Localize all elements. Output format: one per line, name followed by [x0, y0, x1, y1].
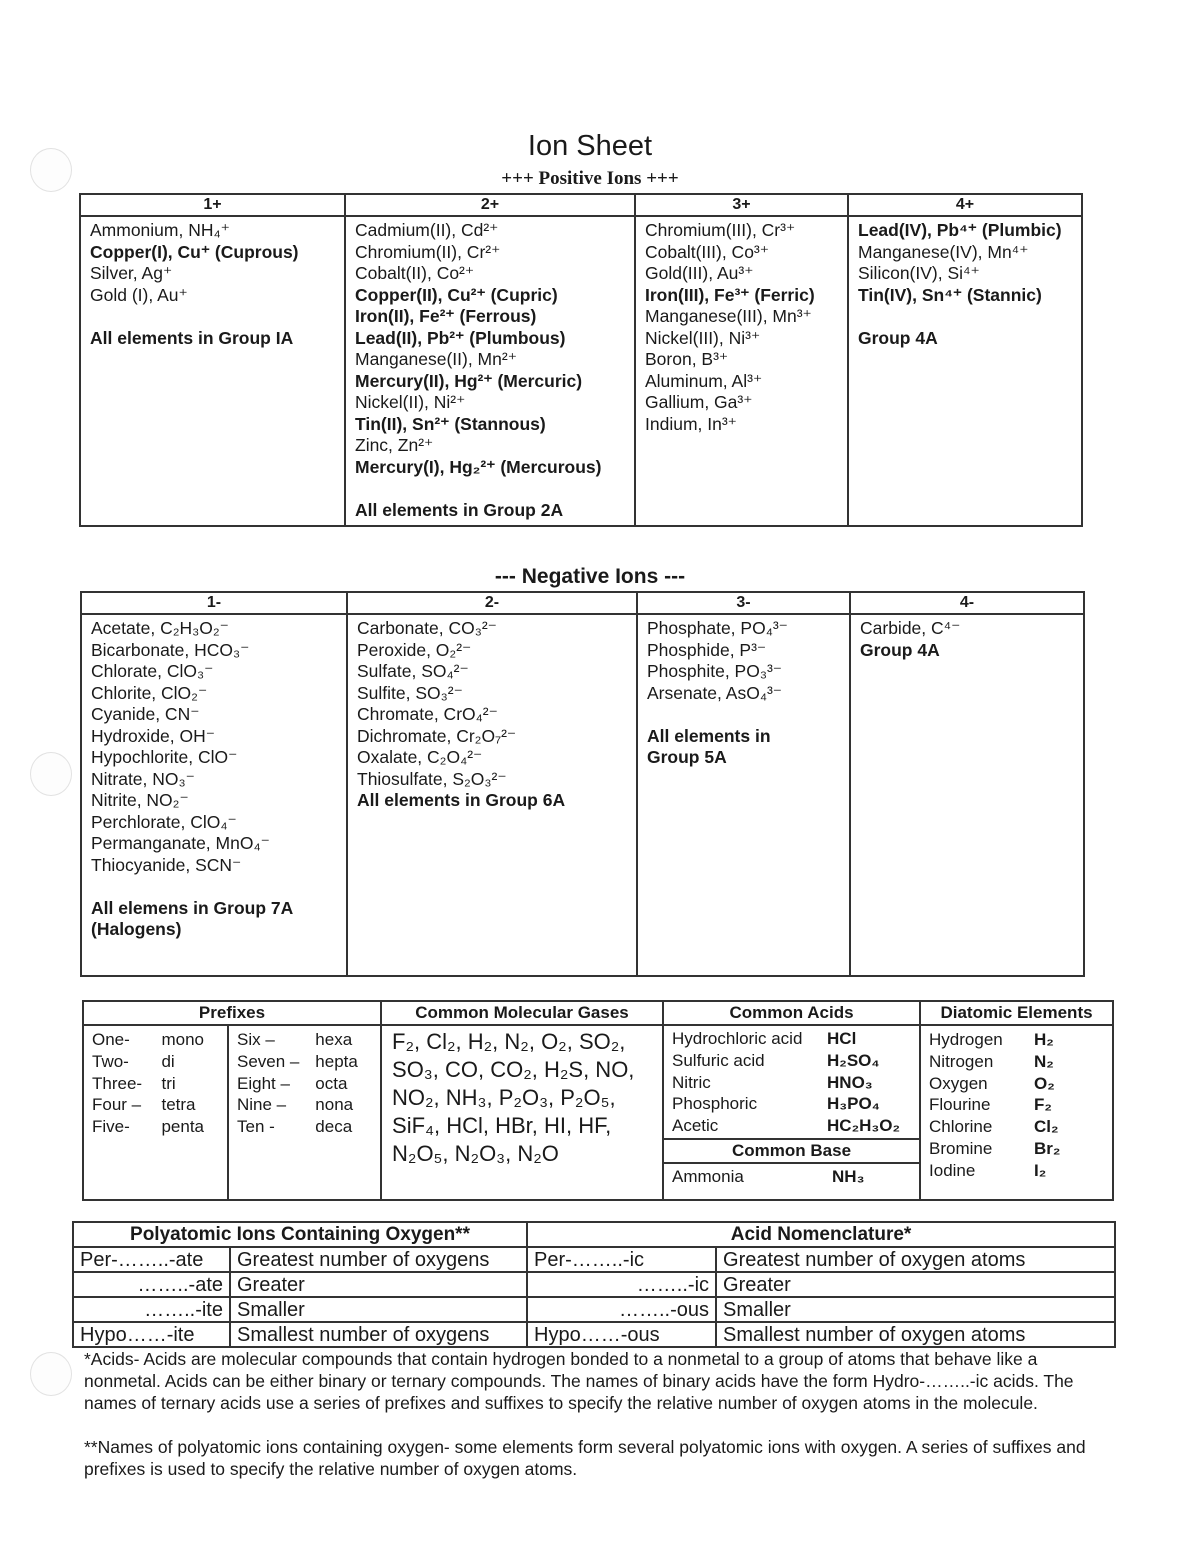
diatomic-row-cell: Flourine [929, 1095, 991, 1115]
prefix-row-cell: penta [161, 1117, 205, 1137]
ion-entry: Nitrate, NO₃⁻ [91, 768, 195, 789]
acid-row [672, 1093, 911, 1115]
prefix-row-cell: hepta [315, 1051, 358, 1071]
ion-entry: All elements in Group 2A [355, 499, 564, 520]
ion-entry: All elements in Group 6A [357, 790, 566, 810]
diatomic-row-cell: I₂ [1034, 1160, 1047, 1180]
prefix-row [237, 1029, 374, 1051]
diatomic-row-cell: Bromine [929, 1138, 993, 1158]
acid-row [672, 1050, 911, 1072]
nomenclature-cell: Per-……..-ic [527, 1247, 716, 1272]
ion-entry: Chromium(II), Cr²⁺ [355, 241, 501, 262]
prefix-row-cell: Two- [92, 1051, 129, 1071]
nomenclature-cell: Smallest number of oxygens [230, 1322, 527, 1347]
diatomic-row [929, 1029, 1106, 1051]
positive-col-4plus [848, 216, 1082, 526]
ion-entry: Boron, B³⁺ [645, 349, 729, 369]
nomenclature-cell: ……..-ate [73, 1272, 230, 1297]
reference-tables [82, 1000, 1114, 1201]
prefix-row [92, 1073, 221, 1095]
positive-col-1plus [80, 216, 345, 526]
ion-entry: Mercury(II), Hg²⁺ (Mercuric) [355, 370, 583, 391]
negative-col-4minus [850, 614, 1084, 976]
nomenclature-cell: Hypo……-ous [527, 1322, 716, 1347]
prefix-row-cell: Six – [237, 1030, 275, 1049]
diatomic-row-cell: H₂ [1034, 1030, 1054, 1049]
acid-row [672, 1115, 911, 1137]
prefix-row-cell: tetra [161, 1095, 196, 1115]
ion-entry [355, 478, 626, 500]
prefix-row [92, 1094, 221, 1116]
positive-col-3plus [635, 216, 848, 526]
header-4minus: 4- [850, 592, 1084, 614]
ion-entry: Indium, In³⁺ [645, 413, 737, 434]
acid-row-cell: HC₂H₃O₂ [827, 1116, 901, 1136]
ion-entry: Perchlorate, ClO₄⁻ [91, 811, 237, 832]
ion-entry: Thiosulfate, S₂O₃²⁻ [357, 768, 507, 789]
prefix-row-cell: One- [92, 1030, 130, 1049]
ion-entry: Aluminum, Al³⁺ [645, 370, 763, 391]
nomenclature-cell: Per-……..-ate [73, 1247, 230, 1272]
diatomic-row-cell: Br₂ [1034, 1138, 1061, 1158]
ion-entry: Gallium, Ga³⁺ [645, 392, 753, 412]
prefix-row-cell: Three- [92, 1073, 143, 1093]
prefix-row-cell: Eight – [237, 1073, 290, 1093]
ion-entry: Sulfate, SO₄²⁻ [357, 661, 469, 681]
base-formula: NH₃ [832, 1167, 865, 1186]
ion-entry: Nickel(III), Ni³⁺ [645, 327, 761, 348]
prefix-row [237, 1116, 374, 1138]
acids-header: Common Acids [663, 1001, 920, 1025]
acid-row-cell: Nitric [672, 1072, 711, 1092]
acids-note: *Acids- Acids are molecular compounds that contain hydrogen bonded to a nonmetal to a group of atoms that behave like a nonmetal. Acids can be either binary or ternary compounds. The names of binary acids have the form Hydro-……..-ic acids. The names of ternary acids use a series of prefixes and suffixes to specify the relative number of oxygen atoms in the molecule. [84, 1349, 1074, 1413]
nomenclature-table [72, 1221, 1116, 1348]
diatomic-row-cell: Iodine [929, 1160, 976, 1180]
ion-entry: Bicarbonate, HCO₃⁻ [91, 639, 250, 660]
ion-entry: Chromium(III), Cr³⁺ [645, 220, 796, 240]
ion-entry: Phosphide, P³⁻ [647, 639, 767, 660]
prefix-row-cell: Ten - [237, 1117, 275, 1137]
ion-entry: Nitrite, NO₂⁻ [91, 790, 189, 810]
ion-entry: Group 4A [860, 639, 940, 660]
negative-col-3minus [637, 614, 850, 976]
negative-col-1minus [81, 614, 347, 976]
gases-text: F₂, Cl₂, H₂, N₂, O₂, SO₂, SO₃, CO, CO₂, H₂S, NO, NO₂, NH₃, P₂O₃, P₂O₅, SiF₄, HCl, HBr, HI, HF, N₂O₅, N₂O₃, N₂O [392, 1029, 635, 1166]
diatomic-row-cell: Cl₂ [1034, 1117, 1059, 1137]
page-title: Ion Sheet [527, 130, 653, 162]
nomenclature-cell: Greater [716, 1272, 1115, 1297]
ion-entry: Group 5A [647, 747, 727, 767]
diatomic-row [929, 1116, 1106, 1138]
ion-entry [858, 306, 1073, 328]
nomenclature-cell: Greater [230, 1272, 527, 1297]
ion-entry: Cobalt(II), Co²⁺ [355, 263, 475, 283]
acid-row-cell: HCl [827, 1029, 857, 1048]
nomenclature-cell: Smallest number of oxygen atoms [716, 1322, 1115, 1347]
prefix-row-cell: Nine – [237, 1095, 287, 1115]
acid-row [672, 1028, 911, 1050]
diatomic-row-cell: Chlorine [929, 1117, 993, 1137]
diatomic-row [929, 1051, 1106, 1073]
ion-entry: Ammonium, NH₄⁺ [90, 220, 230, 240]
base-name: Ammonia [672, 1167, 744, 1186]
ion-entry: Chromate, CrO₄²⁻ [357, 704, 498, 724]
prefix-row-cell: deca [315, 1117, 353, 1137]
diatomic-row-cell: Oxygen [929, 1073, 988, 1093]
nomenclature-row [73, 1272, 1115, 1297]
ion-entry: Acetate, C₂H₃O₂⁻ [91, 618, 229, 638]
prefix-row-cell: Seven – [237, 1051, 300, 1071]
ion-entry: Lead(IV), Pb⁴⁺ (Plumbic) [858, 220, 1062, 240]
nomenclature-cell: ……..-ous [527, 1297, 716, 1322]
ion-entry: Thiocyanide, SCN⁻ [91, 854, 242, 875]
ion-entry: Arsenate, AsO₄³⁻ [647, 682, 783, 703]
ion-entry [90, 306, 336, 328]
ion-entry: Cobalt(III), Co³⁺ [645, 241, 769, 262]
ion-entry: Tin(II), Sn²⁺ (Stannous) [355, 413, 546, 434]
gases-list [381, 1025, 663, 1200]
header-4plus: 4+ [848, 194, 1082, 216]
prefix-row [237, 1073, 374, 1095]
polyatomic-note: **Names of polyatomic ions containing oxygen- some elements form several polyatomic ions with oxygen. A series of suffixes and prefixes is used to specify the relative number of oxygen atoms. [84, 1437, 1086, 1479]
ion-entry: Permanganate, MnO₄⁻ [91, 833, 270, 853]
acid-row-cell: Hydrochloric acid [672, 1029, 803, 1048]
prefix-row [237, 1051, 374, 1073]
acid-nomenclature-header: Acid Nomenclature* [527, 1222, 1115, 1247]
nomenclature-cell: Greatest number of oxygens [230, 1247, 527, 1272]
ion-entry: (Halogens) [91, 919, 182, 939]
ion-entry: All elements in Group IA [90, 327, 294, 348]
ion-entry: Silicon(IV), Si⁴⁺ [858, 263, 980, 283]
diatomic-row-cell: Nitrogen [929, 1051, 994, 1071]
ion-entry: Gold(III), Au³⁺ [645, 263, 754, 283]
ion-entry: Iron(II), Fe²⁺ (Ferrous) [355, 306, 537, 326]
ion-entry: Lead(II), Pb²⁺ (Plumbous) [355, 327, 566, 348]
prefix-row-cell: di [161, 1051, 175, 1071]
header-2minus: 2- [347, 592, 637, 614]
acid-row-cell: Sulfuric acid [672, 1050, 765, 1070]
negative-ions-table [80, 591, 1085, 977]
ion-entry: Copper(I), Cu⁺ (Cuprous) [90, 241, 299, 262]
gases-header: Common Molecular Gases [381, 1001, 663, 1025]
nomenclature-cell: Smaller [230, 1297, 527, 1322]
prefix-row-cell: Five- [92, 1117, 130, 1137]
diatomic-row-cell: Hydrogen [929, 1030, 1003, 1049]
ion-entry: Manganese(III), Mn³⁺ [645, 306, 812, 326]
ion-entry: Group 4A [858, 327, 938, 348]
acid-row-cell: HNO₃ [827, 1072, 873, 1092]
ion-entry: Cyanide, CN⁻ [91, 704, 200, 724]
diatomic-header: Diatomic Elements [920, 1001, 1113, 1025]
diatomic-row-cell: O₂ [1034, 1073, 1055, 1093]
acid-row-cell: H₂SO₄ [827, 1050, 880, 1070]
ion-entry: Cadmium(II), Cd²⁺ [355, 220, 499, 240]
header-3minus: 3- [637, 592, 850, 614]
prefix-row-cell: mono [161, 1030, 204, 1049]
diatomic-row [929, 1073, 1106, 1095]
header-2plus: 2+ [345, 194, 635, 216]
ion-entry: Tin(IV), Sn⁴⁺ (Stannic) [858, 284, 1042, 305]
prefix-row-cell: hexa [315, 1030, 353, 1049]
ion-entry: Zinc, Zn²⁺ [355, 435, 434, 455]
nomenclature-row [73, 1297, 1115, 1322]
ion-entry: Carbonate, CO₃²⁻ [357, 618, 497, 638]
ion-entry: Manganese(II), Mn²⁺ [355, 349, 517, 369]
polyatomic-header: Polyatomic Ions Containing Oxygen** [73, 1222, 527, 1247]
ion-entry [647, 704, 841, 726]
ion-entry: Copper(II), Cu²⁺ (Cupric) [355, 284, 558, 305]
nomenclature-row [73, 1322, 1115, 1347]
nomenclature-cell: Greatest number of oxygen atoms [716, 1247, 1115, 1272]
ion-entry: Nickel(II), Ni²⁺ [355, 392, 466, 412]
acid-row-cell: Acetic [672, 1116, 719, 1136]
ion-entry: All elements in [647, 725, 771, 746]
prefix-row [92, 1051, 221, 1073]
negative-col-2minus [347, 614, 637, 976]
negative-ions-title: --- Negative Ions --- [494, 565, 686, 588]
header-1plus: 1+ [80, 194, 345, 216]
prefix-row-cell: Four – [92, 1095, 142, 1115]
acid-row [672, 1072, 911, 1094]
diatomic-row [929, 1138, 1106, 1160]
ion-entry: Carbide, C⁴⁻ [860, 618, 961, 638]
nomenclature-cell: ……..-ite [73, 1297, 230, 1322]
ion-entry: Iron(III), Fe³⁺ (Ferric) [645, 284, 815, 305]
ion-entry: Chlorite, ClO₂⁻ [91, 682, 208, 703]
ion-entry: All elemens in Group 7A [91, 897, 294, 918]
prefix-row-cell: tri [161, 1073, 176, 1093]
hole-punch-middle [30, 752, 72, 796]
prefixes-header: Prefixes [83, 1001, 381, 1025]
diatomic-row-cell: N₂ [1034, 1051, 1054, 1071]
prefix-row [237, 1094, 374, 1116]
nomenclature-cell: Smaller [716, 1297, 1115, 1322]
diatomic-row [929, 1160, 1106, 1182]
ion-entry: Manganese(IV), Mn⁴⁺ [858, 241, 1029, 262]
ion-entry: Oxalate, C₂O₄²⁻ [357, 747, 483, 767]
ion-entry: Sulfite, SO₃²⁻ [357, 682, 463, 703]
prefix-row-cell: octa [315, 1073, 348, 1093]
header-1minus: 1- [81, 592, 347, 614]
ion-entry: Silver, Ag⁺ [90, 263, 173, 283]
acid-row-cell: Phosphoric [672, 1094, 758, 1114]
positive-ions-table [79, 193, 1083, 527]
common-base-header: Common Base [664, 1138, 919, 1164]
prefix-row [92, 1116, 221, 1138]
prefix-row-cell: nona [315, 1095, 354, 1115]
ion-entry: Gold (I), Au⁺ [90, 284, 188, 305]
common-base-row [664, 1164, 919, 1188]
ion-entry: Hydroxide, OH⁻ [91, 725, 215, 746]
nomenclature-row [73, 1247, 1115, 1272]
prefixes-left [83, 1025, 228, 1200]
ion-entry: Chlorate, ClO₃⁻ [91, 661, 214, 681]
nomenclature-cell: Hypo……-ite [73, 1322, 230, 1347]
hole-punch-bottom [30, 1352, 72, 1396]
acid-row-cell: H₃PO₄ [827, 1094, 880, 1114]
diatomic-row [929, 1094, 1106, 1116]
ion-entry: Phosphite, PO₃³⁻ [647, 661, 783, 681]
ion-entry [91, 876, 338, 898]
ion-entry: Mercury(I), Hg₂²⁺ (Mercurous) [355, 456, 602, 477]
positive-ions-title: +++ Positive Ions +++ [501, 168, 679, 189]
diatomic-cell [920, 1025, 1113, 1200]
diatomic-row-cell: F₂ [1034, 1095, 1052, 1115]
prefixes-right [228, 1025, 381, 1200]
nomenclature-cell: ……..-ic [527, 1272, 716, 1297]
acids-cell [663, 1025, 920, 1200]
prefix-row [92, 1029, 221, 1051]
positive-col-2plus [345, 216, 635, 526]
ion-entry: Phosphate, PO₄³⁻ [647, 618, 788, 638]
header-3plus: 3+ [635, 194, 848, 216]
ion-entry: Dichromate, Cr₂O₇²⁻ [357, 725, 517, 746]
ion-entry: Hypochlorite, ClO⁻ [91, 747, 238, 767]
ion-entry: Peroxide, O₂²⁻ [357, 639, 472, 660]
